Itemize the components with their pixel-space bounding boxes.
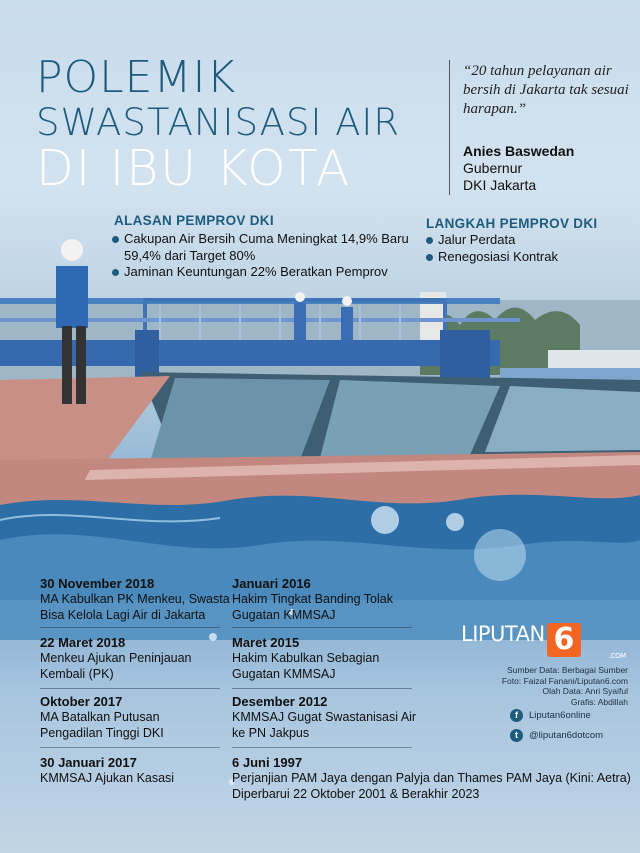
timeline-entry: [232, 635, 379, 682]
timeline-divider: [40, 747, 220, 748]
timeline-text: Perjanjian PAM Jaya dengan Palyja dan Thames PAM Jaya (Kini: Aetra) Diperbarui 22 Oktober 2001 & Berakhir 2023: [232, 771, 631, 801]
alasan-list: [112, 231, 412, 281]
logo-six: 6: [547, 623, 581, 657]
quote-role-1: Gubernur: [463, 160, 523, 176]
credit-line: Olah Data: Anri Syaiful: [542, 686, 628, 696]
quote-text: “20 tahun pelayanan air bersih di Jakarta tak sesuai harapan.”: [463, 63, 629, 117]
langkah-item: Jalur Perdata: [426, 232, 626, 249]
timeline-divider: [40, 627, 220, 628]
alasan-title: ALASAN PEMPROV DKI: [114, 213, 274, 228]
timeline-date: 30 Januari 2017: [40, 755, 137, 770]
timeline-date: Oktober 2017: [40, 694, 123, 709]
twitter-handle: @liputan6dotcom: [529, 730, 604, 741]
quote-role-2: DKI Jakarta: [463, 177, 537, 193]
timeline-entry: [232, 576, 393, 623]
langkah-title: LANGKAH PEMPROV DKI: [426, 216, 598, 231]
alasan-item: Jaminan Keuntungan 22% Beratkan Pemprov: [112, 264, 412, 281]
alasan-item: Cakupan Air Bersih Cuma Meningkat 14,9% Baru 59,4% dari Target 80%: [112, 231, 412, 264]
timeline-text: KMMSAJ Ajukan Kasasi: [40, 771, 175, 785]
timeline-date: 6 Juni 1997: [232, 755, 303, 770]
logo-text: LIPUTAN: [461, 622, 545, 646]
timeline-entry: [40, 755, 174, 787]
timeline-divider: [232, 688, 412, 689]
social-facebook[interactable]: [510, 709, 591, 722]
headline-line-2: SWASTANISASI AIR: [36, 101, 401, 144]
headline-line-1: POLEMIK: [36, 52, 237, 103]
quote-author: Anies Baswedan: [463, 143, 575, 159]
timeline-text: Hakim Kabulkan Sebagian Gugatan KMMSAJ: [232, 651, 380, 681]
logo-dotcom: .COM: [609, 652, 626, 660]
timeline-text: Menkeu Ajukan Peninjauan Kembali (PK): [40, 651, 192, 681]
timeline-text: KMMSAJ Gugat Swastanisasi Air ke PN Jakpus: [232, 710, 417, 740]
timeline-divider: [232, 627, 412, 628]
timeline-entry: [40, 576, 230, 623]
timeline-date: Januari 2016: [232, 576, 311, 591]
timeline-entry: [40, 694, 164, 741]
timeline-date: Desember 2012: [232, 694, 328, 709]
social-twitter[interactable]: [510, 729, 603, 742]
credit-line: Sumber Data: Berbagai Sumber: [507, 665, 628, 675]
timeline-divider: [40, 688, 220, 689]
twitter-icon: t: [510, 729, 523, 742]
timeline-entry: [40, 635, 192, 682]
timeline-date: Maret 2015: [232, 635, 300, 650]
timeline-text: MA Batalkan Putusan Pengadilan Tinggi DKI: [40, 710, 164, 740]
credits-block: [438, 665, 628, 707]
timeline-entry: [232, 694, 416, 741]
headline-line-3: DI IBU KOTA: [36, 140, 352, 197]
liputan6-logo: [461, 622, 626, 660]
credit-line: Foto: Faizal Fanani/Liputan6.com: [501, 675, 628, 686]
timeline-date: 30 November 2018: [40, 576, 155, 591]
timeline-text: Hakim Tingkat Banding Tolak Gugatan KMMSAJ: [232, 592, 393, 622]
timeline-entry: [232, 755, 632, 802]
timeline-divider: [232, 747, 412, 748]
facebook-handle: Liputan6online: [529, 710, 591, 721]
quote-attribution: [463, 143, 574, 194]
timeline-date: 22 Maret 2018: [40, 635, 126, 650]
timeline-text: MA Kabulkan PK Menkeu, Swasta Bisa Kelola Lagi Air di Jakarta: [40, 592, 230, 622]
langkah-item: Renegosiasi Kontrak: [426, 249, 626, 266]
credit-line: Grafis: Abdillah: [570, 696, 628, 707]
facebook-icon: f: [510, 709, 523, 722]
quote-divider: [449, 60, 450, 195]
langkah-list: [426, 232, 626, 265]
